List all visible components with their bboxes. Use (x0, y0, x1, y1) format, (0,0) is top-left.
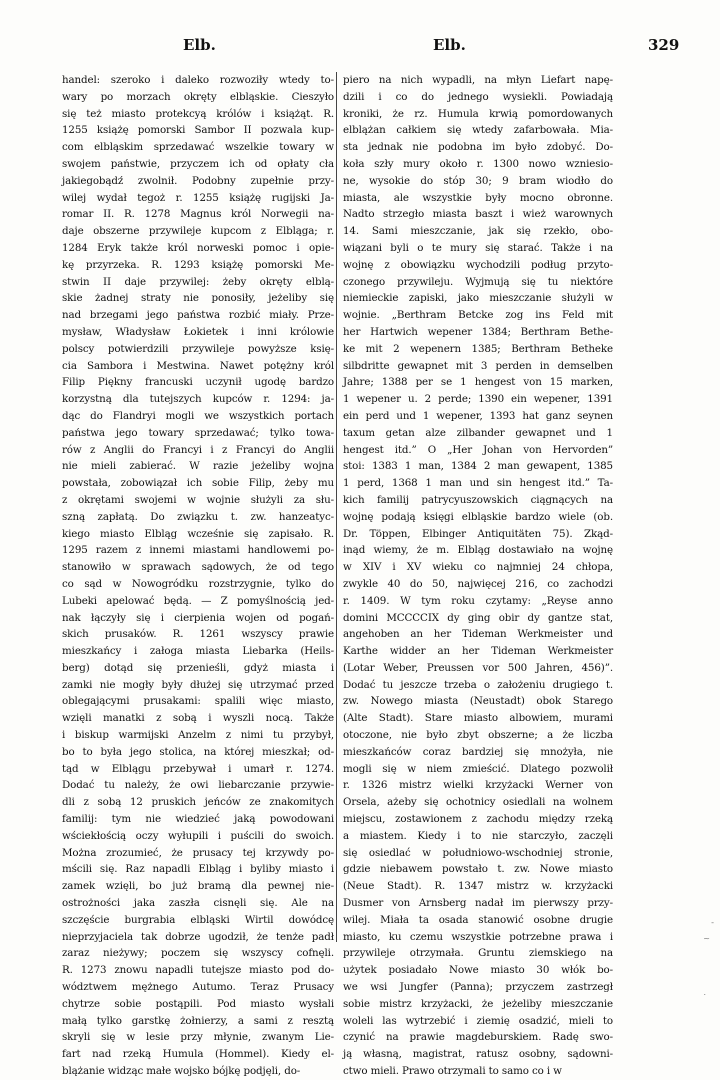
text-line: co sąd w Nowogródku rozstrzygnie, tylko do (62, 577, 334, 590)
text-line: (Neue Stadt). R. 1347 mistrz w. krzyżacki (343, 880, 613, 893)
text-line: r. 1326 mistrz wielki krzyżacki Werner von (343, 779, 613, 792)
text-line: w XIV i XV wieku co najmniej 24 chłopa, (343, 561, 613, 574)
text-line: mieszkańców coraz bardziej się mnożyła, nie (343, 745, 613, 758)
text-line: wściekłością oczy wyłupili i puścili do swoich. (62, 829, 334, 842)
text-line: kich familij patrycyuszowskich ciągnących na (343, 493, 613, 506)
text-line: miasta, ale wszystkie były mocno obronne. (343, 191, 613, 204)
text-line: fart nad rzeką Humula (Hommel). Kiedy el- (62, 1048, 334, 1061)
text-line: R. 1273 znowu napadli tutejsze miasto pod do- (62, 964, 334, 977)
text-line: polscy potwierdzili przywileje powyższe księ- (62, 342, 334, 355)
text-line: mysław, Władysław Łokietek i inni królowie (62, 325, 334, 338)
text-line: niemieckie zapiski, jako mieszczanie służyli w (343, 292, 613, 305)
text-line: 1 perd, 1368 1 man und sin hengest itd.” Ta- (343, 477, 613, 490)
text-line: nad brzegami jego państwa rozbić miały. Prze- (62, 309, 334, 322)
text-line: ke mit 2 wepenern 1385; Berthram Betheke (343, 342, 613, 355)
text-line: mścili się. Raz napadli Elbląg i byliby miasto i (62, 863, 334, 876)
text-line: silbdritte gewapnet mit 3 perden in demselben (343, 359, 613, 372)
text-line: otoczone, nie było zbyt obszerne; a że liczba (343, 729, 613, 742)
text-line: daje obszerne przywileje kupcom z Elbląga; r. (62, 225, 334, 238)
running-head-left: Elb. (183, 36, 216, 54)
text-line: wództwem mężnego Autumo. Teraz Prusacy (62, 981, 334, 994)
text-line: swojem państwie, przyczem ich od opłaty cła (62, 157, 334, 170)
text-column-right (343, 72, 613, 1080)
text-line: miasto, ku czemu wszystkie potrzebne prawa i (343, 930, 613, 943)
text-line: Filip Piękny francuski uczynił ugodę bardzo (62, 376, 334, 389)
text-line: zamki nie mogły były dłużej się utrzymać przed (62, 678, 334, 691)
text-line: skie żadnej straty nie ponosiły, jeżeliby się (62, 292, 334, 305)
text-line: Lubeki apelować będą. — Z pomyślnością jed- (62, 594, 334, 607)
text-line: Jahre; 1388 per se 1 hengest von 15 marken, (343, 376, 613, 389)
text-line: Karthe widder an her Tideman Werkmeister (343, 645, 613, 658)
text-line: zamek wzięli, bo już bramą dla pewnej nie- (62, 880, 334, 893)
text-line: oblegającymi prusakami: spalili więc miasto, (62, 695, 334, 708)
text-line: (Alte Stadt). Stare miasto albowiem, murami (343, 712, 613, 725)
text-line: wiązani byli o te mury się starać. Także i na (343, 241, 613, 254)
text-column-left (62, 72, 334, 1080)
text-line: dąc do Flandryi mogli we wszystkich portach (62, 409, 334, 422)
text-line: wilej wydał tegoż r. 1255 książę rugijski Ja- (62, 191, 334, 204)
text-line: skryli się w lesie przy młynie, zwanym Lie- (62, 1031, 334, 1044)
text-line: gdzie niebawem powstało t. zw. Nowe miasto (343, 863, 613, 876)
text-line: domini MCCCCIX dy ging obir dy gantze stat, (343, 611, 613, 624)
text-line: szczęście burgrabia elbląski Wirtil dowódcę (62, 913, 334, 926)
text-line: i biskup warmijski Anzelm z nimi tu przybył, (62, 729, 334, 742)
text-line: wary po morzach okręty elbląskie. Cieszyło (62, 90, 334, 103)
text-line: rów z Anglii do Francyi i z Francyi do Anglii (62, 443, 334, 456)
text-line: dli z sobą 12 pruskich jeńców ze znakomitych (62, 796, 334, 809)
text-line: koła szły mury około r. 1300 nowo wzniesio- (343, 157, 613, 170)
text-line: zwykle 40 do 50, najwięcej 216, co zachodzi (343, 577, 613, 590)
text-line: cia Sambora i Mestwina. Nawet potężny król (62, 359, 334, 372)
text-line: nak łączyły się i cierpienia wojen od pogań- (62, 611, 334, 624)
text-line: bo to była jego stolica, na której mieszkał; od- (62, 745, 334, 758)
text-line: her Hartwich wepener 1384; Berthram Bethe- (343, 325, 613, 338)
text-line: ją własną, magistrat, ratusz osobny, sądowni- (343, 1048, 613, 1061)
text-line: wojnę podają księgi elbląskie bardzo wiele (ob. (343, 510, 613, 523)
text-line: nieprzyjaciela tak dobrze ugodził, że tenże padł (62, 930, 334, 943)
scan-mark: . (703, 988, 706, 997)
text-line: handel: szeroko i daleko rozwoziły wtedy to- (62, 74, 334, 86)
text-line: korzystną dla tutejszych kupców r. 1294: ja- (62, 393, 334, 406)
text-line: woleli las wytrzebić i ziemię osadzić, mieli to (343, 1014, 613, 1027)
text-line: elblążan całkiem się wtedy zafarbowała. Mia- (343, 124, 613, 137)
text-line: inąd wiemy, że m. Elbląg dostawiało na wojnę (343, 544, 613, 557)
text-line: Można zrozumieć, że prusacy tej krzywdy po- (62, 846, 334, 859)
text-line: 1284 Eryk także król norweski pomoc i opie- (62, 241, 334, 254)
text-line: kroniki, że rz. Humula krwią pomordowanych (343, 107, 613, 120)
text-line: romar II. R. 1278 Magnus król Norwegii na- (62, 208, 334, 221)
column-divider (336, 72, 337, 942)
text-line: wilej. Miała ta osada stanowić osobne drugie (343, 913, 613, 926)
text-line: sta jednak nie podobna im było zdobyć. Do- (343, 141, 613, 154)
text-line: mogli się w niem zmieścić. Dlatego pozwolił (343, 762, 613, 775)
scan-mark: ~ (703, 934, 710, 943)
running-head-center: Elb. (433, 36, 466, 54)
text-line: dzili i co do jednego wysiekli. Powiadają (343, 90, 613, 103)
text-line: wojnie. „Berthram Betcke zog ins Feld mit (343, 309, 613, 322)
text-line: Orsela, ażeby się ochotnicy osiedlali na wolnem (343, 796, 613, 809)
text-line: 1 wepener u. 2 perde; 1390 ein wepener, 1391 (343, 393, 613, 406)
text-line: Dusmer von Arnsberg nadał im pierwszy przy- (343, 897, 613, 910)
text-line: stwin II daje przywilej: żeby okręty elblą- (62, 275, 334, 288)
text-line: stoi: 1383 1 man, 1384 2 man gewapent, 1385 (343, 460, 613, 473)
text-line: 1295 razem z innemi miastami handlowemi po- (62, 544, 334, 557)
text-line: wojnę z obowiązku wychodzili podług przyto- (343, 258, 613, 271)
text-line: mieszkańcy i załoga miasta Liebarka (Heils- (62, 645, 334, 658)
text-line: Dodać tu jeszcze trzeba o założeniu drugiego t. (343, 678, 613, 691)
text-line: we wsi Jungfer (Panna); przyczem zastrzegł (343, 981, 613, 994)
text-line: Dr. Töppen, Elbinger Antiquitäten 75). Zkąd- (343, 527, 613, 540)
text-line: szną zapłatą. Do związku t. zw. hanzeatyc- (62, 510, 334, 523)
text-line: Dodać tu należy, że owi liebarczanie przywie- (62, 779, 334, 792)
text-line: com elbląskim sprzedawać wszelkie towary w (62, 141, 334, 154)
text-line: tąd w Elblągu przebywał i umarł r. 1274. (62, 762, 334, 775)
text-line: taxum getan alze zilbander gewapnet und 1 (343, 426, 613, 439)
text-line: Nadto strzegło miasta baszt i wież warownych (343, 208, 613, 221)
page-number: 329 (648, 36, 680, 54)
text-line: sobie mistrz krzyżacki, że jeżeliby mieszczanie (343, 997, 613, 1010)
text-line: zaraz nieżywy; poczem się wszyscy cofnęli. (62, 947, 334, 960)
text-line: czynić na prawie magdeburskiem. Radę swo- (343, 1031, 613, 1044)
text-line: kę przyrzeka. R. 1293 książę pomorski Me- (62, 258, 334, 271)
text-line: zw. Nowego miasta (Neustadt) obok Starego (343, 695, 613, 708)
text-line: a miastem. Kiedy i to nie starczyło, zaczęli (343, 829, 613, 842)
text-line: r. 1409. W tym roku czytamy: „Reyse anno (343, 594, 613, 607)
text-line: nie mieli zabierać. W razie jeżeliby wojna (62, 460, 334, 473)
text-line: jakiegobądź zwolnił. Podobny zupełnie przy- (62, 174, 334, 187)
text-line: stanowiło w sprawach sądowych, że od tego (62, 561, 334, 574)
text-line: (Lotar Weber, Preussen vor 500 Jahren, 456)”. (343, 661, 613, 674)
text-line: ostrożności jaka zaszła cisnęli się. Ale na (62, 897, 334, 910)
text-line: małą tylko garstkę żołnierzy, a sami z resztą (62, 1014, 334, 1027)
text-line: wzięli manatki z sobą i wyszli nocą. Także (62, 712, 334, 725)
text-line: użytek posiadało Nowe miasto 30 włók bo- (343, 964, 613, 977)
text-line: berg) dotąd się przenieśli, gdyż miasta i (62, 661, 334, 674)
text-line: 14. Sami mieszczanie, jak się rzekło, obo- (343, 225, 613, 238)
text-line: familij: tym nie wiedzieć jaką powodowani (62, 813, 334, 826)
scan-mark: - (711, 918, 714, 927)
text-line: piero na nich wypadli, na młyn Liefart napę- (343, 74, 613, 86)
text-line: chytrze sobie postąpili. Pod miasto wysłali (62, 997, 334, 1010)
text-line: ein perd und 1 wepener, 1393 hat ganz seynen (343, 409, 613, 422)
text-line: angehoben an her Tideman Werkmeister und (343, 628, 613, 641)
text-line: kiego miasto Elbląg wcześnie się zapisało. R. (62, 527, 334, 540)
text-line: skich prusaków. R. 1261 wszyscy prawie (62, 628, 334, 641)
text-line: 1255 książę pomorski Sambor II pozwala kup- (62, 124, 334, 137)
text-line: miejscu, zostawionem z zachodu między rzeką (343, 813, 613, 826)
text-line: przywileje otrzymała. Gruntu ziemskiego na (343, 947, 613, 960)
text-line: ctwo mieli. Prawo otrzymali to samo co i w (343, 1065, 562, 1078)
text-line: z okrętami swojemi w wojnie służyli za słu- (62, 493, 334, 506)
text-line: państwa jego towary sprzedawać; tylko towa- (62, 426, 334, 439)
text-line: powstała, zobowiązał ich sobie Filip, żeby mu (62, 477, 334, 490)
text-line: się też miasto protekcyą królów i książąt. R. (62, 107, 334, 120)
text-line: hengest itd.” O „Her Johan von Hervorden” (343, 443, 613, 456)
text-line: blążanie widząc małe wojsko bójkę podjęli, do- (62, 1065, 301, 1078)
text-line: czonego przywileju. Wyjmują się tu niektóre (343, 275, 613, 288)
text-line: ne, wysokie do stóp 30; 9 bram wiodło do (343, 174, 613, 187)
text-line: się osiedlać w południowo-wschodniej stronie, (343, 846, 613, 859)
